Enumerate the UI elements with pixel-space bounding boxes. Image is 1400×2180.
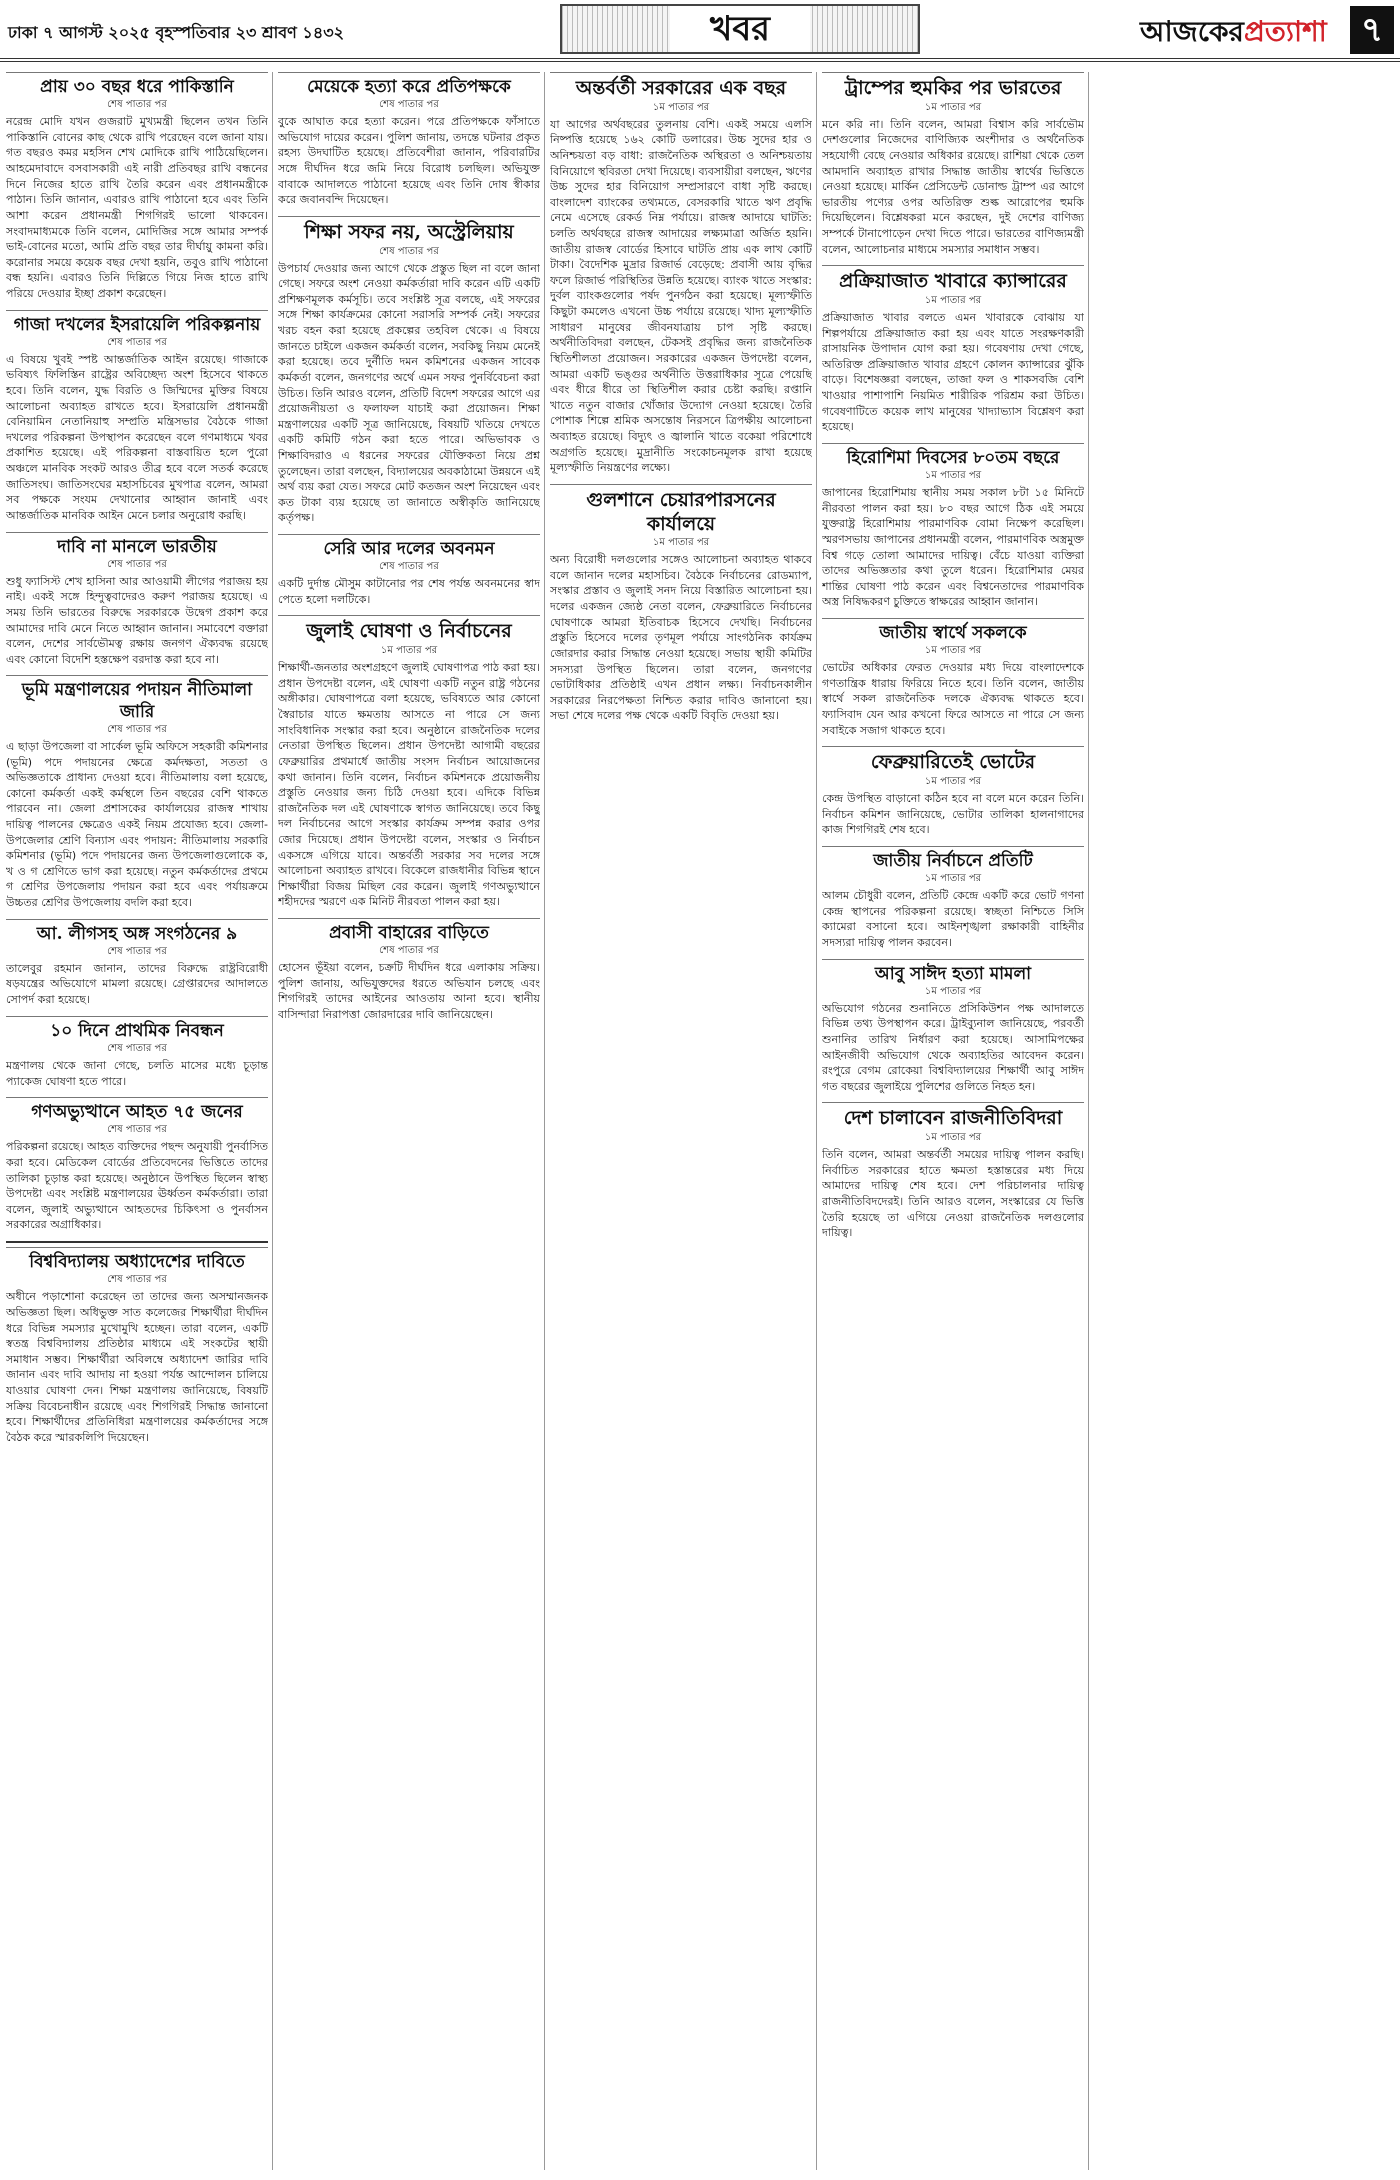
continuation-note: শেষ পাতার পর (379, 945, 439, 957)
continuation-note: শেষ পাতার পর (107, 99, 167, 111)
article-headline[interactable]: প্রবাসী বাহারের বাড়িতে (278, 918, 540, 944)
article-body: তিনি বলেন, আমরা অন্তর্বর্তী সময়ের দায়িত্ব পালন করছি। নির্বাচিত সরকারের হাতে ক্ষমতা হস্তান্তরের মধ্য দিয়ে আমাদের দায়িত্ব শেষ হবে। দেশ পরিচালনার দায়িত্ব রাজনীতিবিদদেরই। তিনি আরও বলেন, সংস্কারের যে ভিত্তি তৈরি হয়েছে তা এগিয়ে নেওয়া রাজনৈতিক দলগুলোর দায়িত্ব। (822, 1148, 1084, 1240)
column-1 (6, 72, 268, 2174)
news-article (822, 846, 1084, 951)
article-headline[interactable]: ভূমি মন্ত্রণালয়ের পদায়ন নীতিমালা জারি (6, 675, 268, 723)
article-body: একটি দুর্দান্ত মৌসুম কাটানোর পর শেষ পর্যন্ত অবনমনের স্বাদ পেতে হলো দলটিকে। (278, 577, 540, 606)
continuation-note: শেষ পাতার পর (107, 336, 167, 348)
continuation-note: শেষ পাতার পর (379, 99, 439, 111)
news-article (278, 534, 540, 607)
continuation-note: শেষ পাতার পর (379, 245, 439, 257)
news-article (6, 532, 268, 668)
news-article (6, 919, 268, 1008)
article-body: মনে করি না। তিনি বলেন, আমরা বিশ্বাস করি সার্বভৌম দেশগুলোর নিজেদের বাণিজ্যিক অংশীদার ও অর্থনৈতিক সহযোগী বেছে নেওয়ার অধিকার রয়েছে। রাশিয়া থেকে তেল আমদানি অব্যাহত রাখার সিদ্ধান্ত জাতীয় স্বার্থের ভিত্তিতে নেওয়া হয়েছে। মার্কিন প্রেসিডেন্ট ডোনাল্ড ট্রাম্প এর আগে ভারতীয় পণ্যের ওপর অতিরিক্ত শুল্ক আরোপের হুমকি দিয়েছিলেন। বিশ্লেষকরা মনে করছেন, দুই দেশের বাণিজ্য সম্পর্কে টানাপোড়েন দেখা দিতে পারে। ভারতের বাণিজ্যমন্ত্রী বলেন, আলোচনার মাধ্যমে সমস্যার সমাধান সম্ভব। (822, 117, 1084, 256)
article-headline[interactable]: ফেব্রুয়ারিতেই ভোটের (822, 746, 1084, 775)
article-headline[interactable]: জাতীয় স্বার্থে সকলকে (822, 618, 1084, 644)
article-body: এ ছাড়া উপজেলা বা সার্কেল ভূমি অফিসে সহকারী কমিশনার (ভূমি) পদে পদায়নের ক্ষেত্রে কর্মদক্ষতা, সততা ও অভিজ্ঞতাকে প্রাধান্য দেওয়া হবে। নীতিমালায় বলা হয়েছে, কোনো কর্মকর্তা একই কর্মস্থলে তিন বছরের বেশি থাকতে পারবেন না। জেলা প্রশাসকের কার্যালয়ের রাজস্ব শাখায় দায়িত্ব পালনের ক্ষেত্রেও একই নিয়ম প্রযোজ্য হবে। জেলা-উপজেলার শ্রেণি বিন্যাস এবং পদায়ন: নীতিমালায় সরকারি কমিশনার (ভূমি) পদে পদায়নের জন্য উপজেলাগুলোকে ক, খ ও গ শ্রেণিতে ভাগ করা হয়েছে। নতুন কর্মকর্তাদের প্রথমে গ শ্রেণির উপজেলায় পদায়ন করা হবে এবং পর্যায়ক্রমে উচ্চতর শ্রেণির উপজেলায় বদলি করা হবে। (6, 739, 268, 910)
news-article (6, 1016, 268, 1089)
continuation-note: ১ম পাতার পর (924, 776, 982, 788)
article-body: শিক্ষার্থী-জনতার অংশগ্রহণে জুলাই ঘোষণাপত্র পাঠ করা হয়। প্রধান উপদেষ্টা বলেন, এই ঘোষণা একটি নতুন রাষ্ট্র গঠনের অঙ্গীকার। ঘোষণাপত্রে বলা হয়েছে, ভবিষ্যতে আর কোনো স্বৈরাচার যাতে ক্ষমতায় আসতে না পারে সে জন্য সাংবিধানিক সংস্কার করা হবে। অনুষ্ঠানে রাজনৈতিক দলের নেতারা উপস্থিত ছিলেন। প্রধান উপদেষ্টা আগামী বছরের ফেব্রুয়ারির প্রথমার্ধে জাতীয় সংসদ নির্বাচন আয়োজনের কথা জানান। তিনি বলেন, নির্বাচন কমিশনকে প্রয়োজনীয় প্রস্তুতি নেওয়ার জন্য চিঠি দেওয়া হবে। এদিকে বিভিন্ন রাজনৈতিক দল এই ঘোষণাকে স্বাগত জানিয়েছে। তবে কিছু দল নির্বাচনের আগে সংস্কার কার্যক্রম সম্পন্ন করার ওপর জোর দিয়েছে। প্রধান উপদেষ্টা বলেন, সংস্কার ও নির্বাচন একসঙ্গে এগিয়ে যাবে। অন্তর্বর্তী সরকার সব দলের সঙ্গে আলোচনা অব্যাহত রাখবে। বিকেলে রাজধানীর বিভিন্ন স্থানে শিক্ষার্থীরা বিজয় মিছিল বের করেন। জুলাই গণঅভ্যুত্থানে শহীদদের স্মরণে এক মিনিট নীরবতা পালন করা হয়। (278, 661, 540, 909)
article-headline[interactable]: হিরোশিমা দিবসের ৮০তম বছরে (822, 443, 1084, 469)
continuation-note: শেষ পাতার পর (107, 1274, 167, 1286)
article-headline[interactable]: সেরি আর দলের অবনমন (278, 534, 540, 560)
article-body: অভিযোগ গঠনের শুনানিতে প্রসিকিউশন পক্ষ আদালতে বিভিন্ন তথ্য উপস্থাপন করে। ট্রাইব্যুনাল জানিয়েছে, পরবর্তী শুনানির তারিখ নির্ধারণ করা হয়েছে। আসামিপক্ষের আইনজীবী অভিযোগ থেকে অব্যাহতির আবেদন করেন। রংপুরে বেগম রোকেয়া বিশ্ববিদ্যালয়ের শিক্ষার্থী আবু সাঈদ গত বছরের জুলাইয়ে পুলিশের গুলিতে নিহত হন। (822, 1001, 1084, 1093)
article-body: উপচার্য দেওয়ার জন্য আগে থেকে প্রস্তুত ছিল না বলে জানা গেছে। সফরে অংশ নেওয়া কর্মকর্তারা দাবি করেন এটি একটি প্রশিক্ষণমূলক কর্মসূচি। তবে সংশ্লিষ্ট সূত্র বলছে, এই সফরের সঙ্গে শিক্ষা কার্যক্রমের কোনো সরাসরি সম্পর্ক নেই। সফরের খরচ বহন করা হয়েছে প্রকল্পের তহবিল থেকে। এ বিষয়ে জানতে চাইলে একজন কর্মকর্তা বলেন, সবকিছু নিয়ম মেনেই করা হয়েছে। তবে দুর্নীতি দমন কমিশনের একজন সাবেক কর্মকর্তা বলেন, জনগণের অর্থে এমন সফর পুনর্বিবেচনা করা উচিত। তিনি আরও বলেন, প্রতিটি বিদেশ সফরের আগে এর প্রয়োজনীয়তা ও ফলাফল যাচাই করা প্রয়োজন। শিক্ষা মন্ত্রণালয়ের একটি সূত্র জানিয়েছে, বিষয়টি খতিয়ে দেখতে একটি কমিটি গঠন করা হতে পারে। অভিভাবক ও শিক্ষাবিদরাও এ ধরনের সফরের যৌক্তিকতা নিয়ে প্রশ্ন তুলেছেন। তারা বলছেন, বিদ্যালয়ের অবকাঠামো উন্নয়নে এই অর্থ ব্যয় করা যেত। সফরে মোট কতজন অংশ নিয়েছেন এবং কত টাকা ব্যয় হয়েছে তা জানাতে অস্বীকৃতি জানিয়েছে কর্তৃপক্ষ। (278, 261, 540, 525)
column-divider (544, 72, 545, 2170)
article-headline[interactable]: গুলশানে চেয়ারপারসনের কার্যালয়ে (550, 484, 812, 537)
continuation-note: শেষ পাতার পর (107, 1124, 167, 1136)
article-body: কেন্দ্র উপস্থিত বাড়ানো কঠিন হবে না বলে মনে করেন তিনি। নির্বাচন কমিশন জানিয়েছে, ভোটার তালিকা হালনাগাদের কাজ শিগগিরই শেষ হবে। (822, 792, 1084, 837)
column-divider (272, 72, 273, 2170)
article-body: যা আগের অর্থবছরের তুলনায় বেশি। একই সময়ে এলসি নিষ্পত্তি হয়েছে ১৬২ কোটি ডলারের। উচ্চ সুদের হার ও অনিশ্চয়তা বড় বাধা: রাজনৈতিক অস্থিরতা ও অনিশ্চয়তায় বিনিয়োগে স্থবিরতা দেখা দিয়েছে। ব্যবসায়ীরা বলছেন, ঋণের উচ্চ সুদের হার বিনিয়োগ সম্প্রসারণে বাধা সৃষ্টি করছে। বাংলাদেশ ব্যাংকের তথ্যমতে, বেসরকারি খাতে ঋণ প্রবৃদ্ধি নেমে এসেছে রেকর্ড নিম্ন পর্যায়ে। রাজস্ব আদায়ে ঘাটতি: চলতি অর্থবছরে রাজস্ব আদায়ের লক্ষ্যমাত্রা অর্জিত হয়নি। জাতীয় রাজস্ব বোর্ডের হিসাবে ঘাটতি প্রায় এক লাখ কোটি টাকা। বৈদেশিক মুদ্রার রিজার্ভ বেড়েছে: প্রবাসী আয় বৃদ্ধির ফলে রিজার্ভ পরিস্থিতির উন্নতি হয়েছে। ব্যাংক খাতে সংস্কার: দুর্বল ব্যাংকগুলোর পর্ষদ পুনর্গঠন করা হয়েছে। মূল্যস্ফীতি কিছুটা কমলেও এখনো উচ্চ পর্যায়ে রয়েছে। খাদ্য মূল্যস্ফীতি সাধারণ মানুষের জীবনযাত্রায় চাপ সৃষ্টি করছে। অর্থনীতিবিদরা বলছেন, টেকসই প্রবৃদ্ধির জন্য রাজনৈতিক স্থিতিশীলতা প্রয়োজন। সরকারের একজন উপদেষ্টা বলেন, আমরা একটি ভঙ্গুর অর্থনীতি উত্তরাধিকার সূত্রে পেয়েছি এবং ধীরে ধীরে তা স্থিতিশীল করার চেষ্টা করছি। রপ্তানি খাতে নতুন বাজার খোঁজার উদ্যোগ নেওয়া হয়েছে। তৈরি পোশাক শিল্পে শ্রমিক অসন্তোষ নিরসনে ত্রিপক্ষীয় আলোচনা অব্যাহত রয়েছে। বিদ্যুৎ ও জ্বালানি খাতে বকেয়া পরিশোধে অগ্রগতি হয়েছে। মুদ্রানীতি সংকোচনমূলক রাখা হয়েছে মূল্যস্ফীতি নিয়ন্ত্রণের লক্ষ্যে। (550, 117, 812, 475)
article-body: এ বিষয়ে খুবই স্পষ্ট আন্তর্জাতিক আইন রয়েছে। গাজাকে ভবিষ্যৎ ফিলিস্তিন রাষ্ট্রের অবিচ্ছেদ্য অংশ হিসেবে থাকতে হবে। তিনি বলেন, যুদ্ধ বিরতি ও জিম্মিদের মুক্তির বিষয়ে আলোচনা অব্যাহত রাখতে হবে। ইসরায়েলি প্রধানমন্ত্রী বেনিয়ামিন নেতানিয়াহু সম্প্রতি মন্ত্রিসভার বৈঠকে গাজা দখলের পরিকল্পনা উপস্থাপন করেছেন বলে গণমাধ্যমে খবর প্রকাশিত হয়েছে। এই পরিকল্পনা বাস্তবায়িত হলে পুরো অঞ্চলে মানবিক সংকট আরও তীব্র হবে বলে সতর্ক করেছে জাতিসংঘ। জাতিসংঘের মহাসচিবের মুখপাত্র বলেন, আমরা সব পক্ষকে সংযম দেখানোর আহ্বান জানাই এবং আন্তর্জাতিক মানবিক আইন মেনে চলার অনুরোধ করছি। (6, 352, 268, 522)
article-body: বুকে আঘাত করে হত্যা করেন। পরে প্রতিপক্ষকে ফাঁসাতে অভিযোগ দায়ের করেন। পুলিশ জানায়, তদন্তে ঘটনার প্রকৃত রহস্য উদঘাটিত হয়েছে। প্রতিবেশীরা জানান, পরিবারটির সঙ্গে দীর্ঘদিন ধরে জমি নিয়ে বিরোধ চলছিল। অভিযুক্ত বাবাকে আদালতে পাঠানো হয়েছে এবং তিনি দোষ স্বীকার করে জবানবন্দি দিয়েছেন। (278, 115, 540, 207)
continuation-note: ১ম পাতার পর (924, 645, 982, 657)
article-headline[interactable]: জুলাই ঘোষণা ও নির্বাচনের (278, 615, 540, 644)
continuation-note: ১ম পাতার পর (652, 101, 710, 113)
article-headline[interactable]: ট্রাম্পের হুমকির পর ভারতের (822, 72, 1084, 101)
article-headline[interactable]: প্রক্রিয়াজাত খাবারে ক্যান্সারের (822, 265, 1084, 294)
continuation-note: শেষ পাতার পর (107, 945, 167, 957)
news-article (278, 918, 540, 1023)
news-article (6, 310, 268, 524)
news-article (822, 443, 1084, 610)
article-headline[interactable]: গাজা দখলের ইসরায়েলি পরিকল্পনায় (6, 310, 268, 336)
news-article (6, 1097, 268, 1233)
continuation-note: শেষ পাতার পর (107, 723, 167, 735)
article-body: জাপানের হিরোশিমায় স্থানীয় সময় সকাল ৮টা ১৫ মিনিটে নীরবতা পালন করা হয়। ৮০ বছর আগে ঠিক এই সময়ে যুক্তরাষ্ট্র হিরোশিমায় পারমাণবিক বোমা নিক্ষেপ করেছিল। স্মরণসভায় জাপানের প্রধানমন্ত্রী বলেন, পারমাণবিক অস্ত্রমুক্ত বিশ্ব গড়ে তোলা আমাদের দায়িত্ব। বেঁচে যাওয়া ব্যক্তিরা তাদের অভিজ্ঞতার কথা তুলে ধরেন। হিরোশিমার মেয়র শান্তির ঘোষণা পাঠ করেন এবং বিশ্বনেতাদের পারমাণবিক অস্ত্র নিষিদ্ধকরণ চুক্তিতে স্বাক্ষরের আহ্বান জানান। (822, 486, 1084, 609)
column-divider (1088, 72, 1089, 2170)
news-article (822, 959, 1084, 1095)
date-line: ঢাকা ৭ আগস্ট ২০২৫ বৃহস্পতিবার ২৩ শ্রাবণ ১৪৩২ (8, 23, 345, 42)
news-article (278, 72, 540, 208)
article-headline[interactable]: প্রায় ৩০ বছর ধরে পাকিস্তানি (6, 72, 268, 98)
news-article (822, 746, 1084, 838)
continuation-note: ১ম পাতার পর (924, 985, 982, 997)
column-divider (816, 72, 817, 2170)
article-headline[interactable]: আবু সাঈদ হত্যা মামলা (822, 959, 1084, 985)
article-headline[interactable]: আ. লীগসহ অঙ্গ সংগঠনের ৯ (6, 919, 268, 945)
article-body: প্রক্রিয়াজাত খাবার বলতে এমন খাবারকে বোঝায় যা শিল্পপর্যায়ে প্রক্রিয়াজাত করা হয় এবং যাতে সংরক্ষণকারী রাসায়নিক উপাদান যোগ করা হয়। গবেষণায় দেখা গেছে, অতিরিক্ত প্রক্রিয়াজাত খাবার গ্রহণে কোলন ক্যান্সারের ঝুঁকি বাড়ে। বিশেষজ্ঞরা বলছেন, তাজা ফল ও শাকসবজি বেশি খাওয়ার পাশাপাশি নিয়মিত শারীরিক পরিশ্রম করা উচিত। গবেষণাটিতে কয়েক লাখ মানুষের খাদ্যাভ্যাস বিশ্লেষণ করা হয়েছে। (822, 310, 1084, 434)
article-body: নরেন্দ্র মোদি যখন গুজরাট মুখ্যমন্ত্রী ছিলেন তখন তিনি পাকিস্তানি বোনের কাছ থেকে রাখি পরেছেন বলে জানা যায়। গত বছরও কমর মহসিন শেখ মোদিকে রাখি পাঠিয়েছিলেন। আহমেদাবাদে বসবাসকারী এই নারী প্রতিবছর রাখি বন্ধনের দিনে নিজের হাতে রাখি তৈরি করেন এবং প্রধানমন্ত্রীকে পাঠান। তিনি জানান, এবারও রাখি পাঠানো হবে এবং তিনি আশা করেন প্রধানমন্ত্রী শিগগিরই ভালো থাকবেন। সংবাদমাধ্যমকে তিনি বলেন, মোদিজির সঙ্গে আমার সম্পর্ক ভাই-বোনের মতো, আমি প্রতি বছর তার দীর্ঘায়ু কামনা করি। করোনার সময়ে কয়েক বছর দেখা হয়নি, তবুও রাখি পাঠানো বন্ধ হয়নি। এবারও তিনি দিল্লিতে গিয়ে নিজ হাতে রাখি পরিয়ে দেওয়ার ইচ্ছা প্রকাশ করেছেন। (6, 115, 268, 300)
column-2 (278, 72, 540, 2174)
continuation-note: ১ম পাতার পর (924, 1132, 982, 1144)
article-headline[interactable]: শিক্ষা সফর নয়, অস্ট্রেলিয়ায় (278, 216, 540, 245)
logo-part1: আজকের (1140, 15, 1244, 48)
section-title: খবর (670, 6, 810, 52)
article-body: মন্ত্রণালয় থেকে জানা গেছে, চলতি মাসের মধ্যে চূড়ান্ত প্যাকেজ ঘোষণা হতে পারে। (6, 1058, 268, 1088)
news-article (822, 265, 1084, 435)
column-3 (550, 72, 812, 2174)
column-5 (1094, 72, 1394, 2174)
continuation-note: শেষ পাতার পর (107, 1042, 167, 1054)
article-body: আলম চৌধুরী বলেন, প্রতিটি কেন্দ্রে একটি করে ভোট গণনা কেন্দ্র স্থাপনের পরিকল্পনা রয়েছে। স্বচ্ছতা নিশ্চিতে সিসি ক্যামেরা বসানো হবে। আইনশৃঙ্খলা রক্ষাকারী বাহিনীর সদস্যরা দায়িত্ব পালন করবেন। (822, 889, 1084, 949)
newspaper-logo (1140, 10, 1327, 57)
news-article (278, 615, 540, 910)
news-article (6, 675, 268, 910)
article-body: অধীনে পড়াশোনা করেছেন তা তাদের জন্য অসম্মানজনক অভিজ্ঞতা ছিল। অধিভুক্ত সাত কলেজের শিক্ষার্থীরা দীর্ঘদিন ধরে বিভিন্ন সমস্যার মুখোমুখি হচ্ছেন। তারা বলেন, একটি স্বতন্ত্র বিশ্ববিদ্যালয় প্রতিষ্ঠার মাধ্যমে এই সংকটের স্থায়ী সমাধান সম্ভব। শিক্ষার্থীরা অবিলম্বে অধ্যাদেশ জারির দাবি জানান এবং দাবি আদায় না হওয়া পর্যন্ত আন্দোলন চালিয়ে যাওয়ার ঘোষণা দেন। শিক্ষা মন্ত্রণালয় জানিয়েছে, বিষয়টি সক্রিয় বিবেচনাধীন রয়েছে এবং শিগগিরই সিদ্ধান্ত জানানো হবে। শিক্ষার্থীদের প্রতিনিধিরা মন্ত্রণালয়ের কর্মকর্তাদের সঙ্গে বৈঠক করে স্মারকলিপি দিয়েছেন। (6, 1290, 268, 1444)
continuation-note: শেষ পাতার পর (107, 558, 167, 570)
article-headline[interactable]: জাতীয় নির্বাচনে প্রতিটি (822, 846, 1084, 872)
article-body: ভোটের অধিকার ফেরত দেওয়ার মধ্য দিয়ে বাংলাদেশকে গণতান্ত্রিক ধারায় ফিরিয়ে নিতে হবে। তিনি বলেন, জাতীয় স্বার্থে সকল রাজনৈতিক দলকে ঐক্যবদ্ধ থাকতে হবে। ফ্যাসিবাদ যেন আর কখনো ফিরে আসতে না পারে সে জন্য সবাইকে সজাগ থাকতে হবে। (822, 661, 1084, 737)
news-article (6, 72, 268, 302)
article-headline[interactable]: অন্তর্বর্তী সরকারের এক বছর (550, 72, 812, 101)
masthead (0, 0, 1400, 62)
article-headline[interactable]: গণঅভ্যুত্থানে আহত ৭৫ জনের (6, 1097, 268, 1123)
news-article (278, 216, 540, 526)
news-article (822, 72, 1084, 257)
continuation-note: ১ম পাতার পর (924, 470, 982, 482)
continuation-note: শেষ পাতার পর (379, 561, 439, 573)
news-article (822, 618, 1084, 738)
news-article (550, 484, 812, 724)
article-headline[interactable]: মেয়েকে হত্যা করে প্রতিপক্ষকে (278, 72, 540, 98)
continuation-note: ১ম পাতার পর (652, 537, 710, 549)
continuation-note: ১ম পাতার পর (924, 101, 982, 113)
article-headline[interactable]: বিশ্ববিদ্যালয় অধ্যাদেশের দাবিতে (6, 1247, 268, 1273)
article-headline[interactable]: ১০ দিনে প্রাথমিক নিবন্ধন (6, 1016, 268, 1042)
logo-part2: প্রত্যাশা (1243, 15, 1327, 48)
section-banner (560, 4, 920, 54)
page-number: ৭ (1350, 6, 1394, 54)
article-headline[interactable]: দেশ চালাবেন রাজনীতিবিদরা (822, 1102, 1084, 1131)
article-headline[interactable]: দাবি না মানলে ভারতীয় (6, 532, 268, 558)
news-article (550, 72, 812, 476)
column-4 (822, 72, 1084, 2174)
article-body: অন্য বিরোধী দলগুলোর সঙ্গেও আলোচনা অব্যাহত থাকবে বলে জানান দলের মহাসচিব। বৈঠকে নির্বাচনের রোডম্যাপ, সংস্কার প্রস্তাব ও জুলাই সনদ নিয়ে বিস্তারিত আলোচনা হয়। দলের একজন জ্যেষ্ঠ নেতা বলেন, ফেব্রুয়ারিতে নির্বাচনের ঘোষণাকে আমরা ইতিবাচক হিসেবে দেখছি। নির্বাচনের প্রস্তুতি হিসেবে দলের তৃণমূল পর্যায়ে সাংগঠনিক কার্যক্রম জোরদার করার সিদ্ধান্ত নেওয়া হয়েছে। সভায় স্থায়ী কমিটির সদস্যরা উপস্থিত ছিলেন। তারা বলেন, জনগণের ভোটাধিকার প্রতিষ্ঠাই এখন প্রধান লক্ষ্য। নির্বাচনকালীন সরকারের নিরপেক্ষতা নিশ্চিত করার দাবিও জানানো হয়। সভা শেষে দলের পক্ষ থেকে একটি বিবৃতি দেওয়া হয়। (550, 553, 812, 723)
continuation-note: ১ম পাতার পর (924, 873, 982, 885)
continuation-note: ১ম পাতার পর (380, 645, 438, 657)
article-body: পরিকল্পনা রয়েছে। আহত ব্যক্তিদের পছন্দ অনুযায়ী পুনর্বাসিত করা হবে। মেডিকেল বোর্ডের প্রতিবেদনের ভিত্তিতে তাদের তালিকা চূড়ান্ত করা হয়েছে। অনুষ্ঠানে উপস্থিত ছিলেন স্বাস্থ্য উপদেষ্টা এবং সংশ্লিষ্ট মন্ত্রণালয়ের ঊর্ধ্বতন কর্মকর্তারা। তারা বলেন, জুলাই অভ্যুত্থানে আহতদের চিকিৎসা ও পুনর্বাসন সরকারের অগ্রাধিকার। (6, 1140, 268, 1232)
news-article (822, 1102, 1084, 1240)
article-body: হোসেন ভূঁইয়া বলেন, চক্রটি দীর্ঘদিন ধরে এলাকায় সক্রিয়। পুলিশ জানায়, অভিযুক্তদের ধরতে অভিযান চলছে এবং শিগগিরই তাদের আইনের আওতায় আনা হবে। স্থানীয় বাসিন্দারা নিরাপত্তা জোরদারের দাবি জানিয়েছেন। (278, 961, 540, 1022)
news-article (6, 1241, 268, 1445)
article-body: তালেবুর রহমান জানান, তাদের বিরুদ্ধে রাষ্ট্রবিরোধী ষড়যন্ত্রের অভিযোগে মামলা রয়েছে। গ্রেপ্তারদের আদালতে সোপর্দ করা হয়েছে। (6, 961, 268, 1007)
article-body: শুধু ফ্যাসিস্ট শেখ হাসিনা আর আওয়ামী লীগের পরাজয় হয় নাই। একই সঙ্গে হিন্দুত্ববাদেরও করুণ পরাজয় হয়েছে। এ সময় তিনি ভারতের বিরুদ্ধে সরকারকে উদ্বেগ প্রকাশ করে আমাদের দাবি মেনে নিতে আহ্বান জানান। সমাবেশে বক্তারা বলেন, দেশের সার্বভৌমত্ব রক্ষায় জনগণ ঐক্যবদ্ধ রয়েছে এবং কোনো বিদেশি হস্তক্ষেপ বরদাস্ত করা হবে না। (6, 574, 268, 666)
continuation-note: ১ম পাতার পর (924, 294, 982, 306)
